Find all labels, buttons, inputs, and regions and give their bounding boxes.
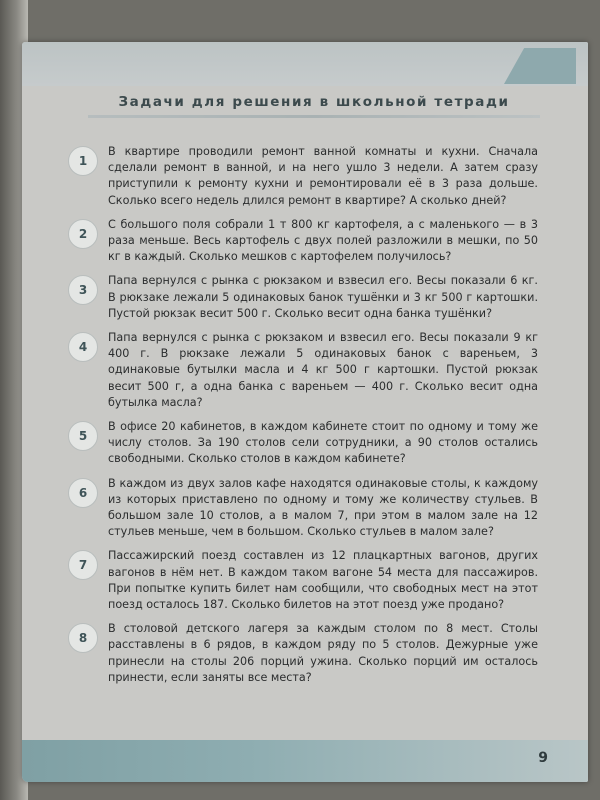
task-item [68, 217, 538, 266]
header-band [22, 42, 588, 86]
task-number-badge: 1 [68, 146, 98, 176]
task-number-badge: 7 [68, 550, 98, 580]
footer-band [22, 740, 588, 782]
page-number: 9 [538, 750, 548, 766]
task-list [68, 144, 538, 694]
task-item [68, 476, 538, 541]
task-number-badge: 4 [68, 332, 98, 362]
page-title: Задачи для решения в школьной тетради [118, 94, 510, 110]
task-text: В квартире проводили ремонт ванной комнаты и кухни. Сначала сделали ремонт в ванной, и на него ушло 3 недели. А затем сразу приступили к ремонту кухни и ремонтировали её в 3 раза дольше. Сколько всего недель длился ремонт в квартире? А сколько дней? [108, 145, 538, 207]
task-item [68, 273, 538, 322]
task-number-badge: 5 [68, 421, 98, 451]
task-text: В каждом из двух залов кафе находятся одинаковые столы, к каждому из которых приставлено по одному и тому же количеству стульев. В большом зале 10 столов, а в малом 7, при этом в малом зале на 12 стульев меньше, чем в большом. Сколько стульев в малом зале? [108, 476, 538, 539]
task-number-badge: 6 [68, 478, 98, 508]
title-underline [88, 115, 540, 118]
task-item [68, 144, 538, 209]
textbook-page [22, 42, 588, 782]
task-item [68, 621, 538, 686]
task-item [68, 330, 538, 411]
task-item [68, 419, 538, 468]
task-number-badge: 8 [68, 623, 98, 653]
task-text: В офисе 20 кабинетов, в каждом кабинете стоит по одному и тому же числу столов. За 190 столов сели сотрудники, а 90 столов остались свободными. Сколько столов в каждом кабинете? [108, 420, 538, 466]
task-text: В столовой детского лагеря за каждым столом по 8 мест. Столы расставлены в 6 рядов, в каждом ряду по 5 столов. Дежурные уже принесли на столы 206 порций ужина. Сколько порций им осталось принести, если заняты все места? [108, 622, 538, 684]
task-text: Папа вернулся с рынка с рюкзаком и взвесил его. Весы показали 6 кг. В рюкзаке лежали 5 одинаковых банок тушёнки и 3 кг 500 г картошки. Пустой рюкзак весит 500 г. Сколько весит одна банка тушёнки? [108, 274, 538, 320]
task-text: С большого поля собрали 1 т 800 кг картофеля, а с маленького — в 3 раза меньше. Весь картофель с двух полей разложили в мешки, по 50 кг в каждый. Сколько мешков с картофелем получилось? [108, 217, 538, 264]
task-text: Папа вернулся с рынка с рюкзаком и взвесил его. Весы показали 9 кг 400 г. В рюкзаке лежали 5 одинаковых банок с вареньем, 3 одинаковые бутылки масла и 4 кг 500 г картошки. Пустой рюкзак весит 500 г, а одна банка с вареньем — 400 г. Сколько весит одна бутылка масла? [108, 331, 538, 409]
task-number-badge: 3 [68, 275, 98, 305]
task-text: Пассажирский поезд составлен из 12 плацкартных вагонов, других вагонов в нём нет. В каждом таком вагоне 54 места для пассажиров. При попытке купить билет нам сообщили, что свободных мест на этот поезд осталось 187. Сколько билетов на этот поезд уже продано? [108, 549, 538, 612]
task-number-badge: 2 [68, 219, 98, 249]
task-item [68, 548, 538, 613]
